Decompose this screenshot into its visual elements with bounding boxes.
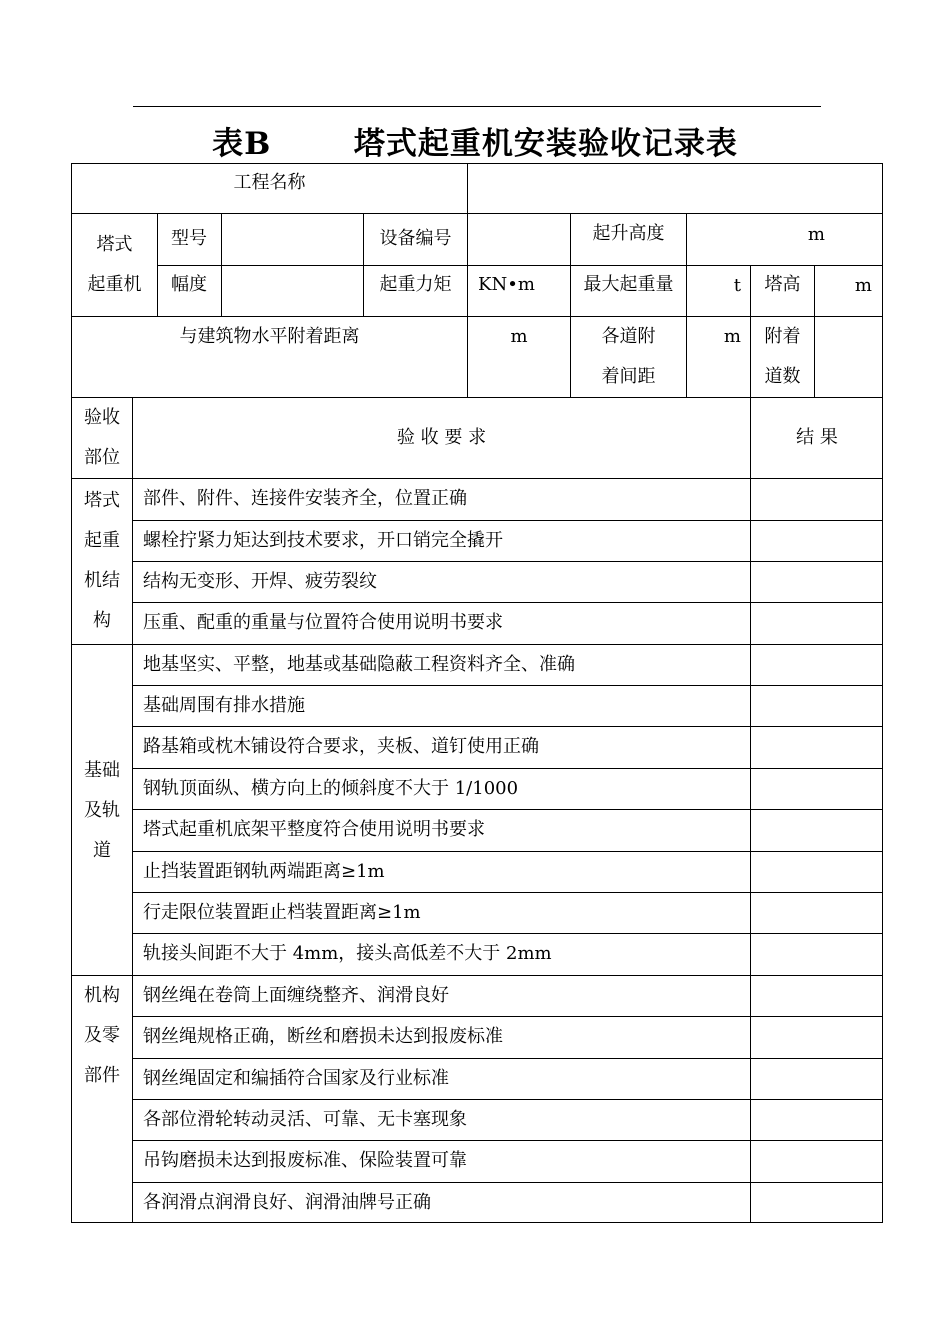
requirement-item: 塔式起重机底架平整度符合使用说明书要求 xyxy=(143,819,485,840)
requirement-item: 止挡装置距钢轨两端距离≥1m xyxy=(143,861,385,882)
requirement-item: 各润滑点润滑良好、润滑油牌号正确 xyxy=(143,1192,431,1213)
moment-unit: KN•m xyxy=(478,274,535,295)
requirement-item: 螺栓拧紧力矩达到技术要求，开口销完全撬开 xyxy=(143,530,503,551)
requirement-item: 钢丝绳固定和编插符合国家及行业标准 xyxy=(143,1068,449,1089)
result-cell[interactable] xyxy=(751,893,881,933)
title-prefix: 表B xyxy=(212,126,272,162)
attach-count-label: 附着 道数 xyxy=(764,326,801,387)
section-label-structure: 塔式 起重 机结 构 xyxy=(84,490,120,631)
attach-spacing-label: 各道附 着间距 xyxy=(601,326,656,387)
result-cell[interactable] xyxy=(751,727,881,768)
attach-count-value[interactable] xyxy=(815,318,882,396)
section-label-mechanism: 机构 及零 部件 xyxy=(84,985,120,1086)
result-cell[interactable] xyxy=(751,1100,881,1140)
page-title xyxy=(0,118,950,163)
radius-label: 幅度 xyxy=(171,274,207,295)
table-rule xyxy=(71,397,883,398)
radius-value[interactable] xyxy=(222,266,363,316)
section-label-foundation: 基础 及轨 道 xyxy=(84,760,120,861)
max-load-unit: t xyxy=(733,275,741,296)
lift-height-label: 起升高度 xyxy=(592,223,665,244)
result-cell[interactable] xyxy=(751,769,881,809)
result-column-head: 结 果 xyxy=(796,427,838,448)
result-cell[interactable] xyxy=(751,645,881,685)
result-cell[interactable] xyxy=(751,976,881,1016)
attach-distance-label: 与建筑物水平附着距离 xyxy=(179,326,360,347)
result-cell[interactable] xyxy=(751,479,881,520)
tower-height-unit: m xyxy=(854,275,872,296)
requirement-item: 各部位滑轮转动灵活、可靠、无卡塞现象 xyxy=(143,1109,467,1130)
requirement-item: 轨接头间距不大于 4mm，接头高低差不大于 2mm xyxy=(143,943,552,964)
device-no-value[interactable] xyxy=(468,215,570,265)
requirement-item: 钢轨顶面纵、横方向上的倾斜度不大于 1/1000 xyxy=(143,778,519,799)
result-cell[interactable] xyxy=(751,562,881,602)
requirement-item: 压重、配重的重量与位置符合使用说明书要求 xyxy=(143,612,503,633)
requirement-item: 地基坚实、平整，地基或基础隐蔽工程资料齐全、准确 xyxy=(143,654,575,675)
project-name-value[interactable] xyxy=(468,165,882,211)
model-value[interactable] xyxy=(222,215,363,265)
device-no-label: 设备编号 xyxy=(379,228,452,249)
result-cell[interactable] xyxy=(751,1141,881,1182)
result-cell[interactable] xyxy=(751,1017,881,1058)
result-cell[interactable] xyxy=(751,1183,881,1222)
lift-height-unit: m xyxy=(807,224,825,245)
result-cell[interactable] xyxy=(751,1059,881,1099)
project-name-label: 工程名称 xyxy=(233,172,306,193)
table-rule xyxy=(71,213,883,214)
requirement-item: 结构无变形、开焊、疲劳裂纹 xyxy=(143,571,377,592)
result-cell[interactable] xyxy=(751,810,881,851)
title-main: 塔式起重机安装验收记录表 xyxy=(353,126,738,162)
table-rule xyxy=(882,163,883,1223)
result-cell[interactable] xyxy=(751,521,881,561)
moment-label: 起重力矩 xyxy=(379,274,452,295)
result-cell[interactable] xyxy=(751,934,881,975)
attach-distance-unit: m xyxy=(510,326,528,347)
part-column-head: 验收 部位 xyxy=(84,407,120,468)
model-label: 型号 xyxy=(171,228,207,249)
result-cell[interactable] xyxy=(751,686,881,726)
requirement-column-head: 验 收 要 求 xyxy=(396,427,487,448)
requirement-item: 基础周围有排水措施 xyxy=(143,695,305,716)
top-rule xyxy=(133,106,821,107)
requirement-item: 钢丝绳规格正确，断丝和磨损未达到报废标准 xyxy=(143,1026,503,1047)
max-load-label: 最大起重量 xyxy=(583,274,674,295)
result-cell[interactable] xyxy=(751,852,881,892)
requirement-item: 部件、附件、连接件安装齐全，位置正确 xyxy=(143,488,467,509)
requirement-item: 钢丝绳在卷筒上面缠绕整齐、润滑良好 xyxy=(143,985,449,1006)
table-rule xyxy=(132,397,133,1223)
crane-label: 塔式 起重机 xyxy=(87,234,142,295)
tower-height-label: 塔高 xyxy=(764,274,801,295)
requirement-item: 路基箱或枕木铺设符合要求，夹板、道钉使用正确 xyxy=(143,736,539,757)
result-cell[interactable] xyxy=(751,603,881,644)
requirement-item: 吊钩磨损未达到报废标准、保险装置可靠 xyxy=(143,1150,467,1171)
attach-spacing-unit: m xyxy=(723,326,741,347)
requirement-item: 行走限位装置距止档装置距离≥1m xyxy=(143,902,421,923)
